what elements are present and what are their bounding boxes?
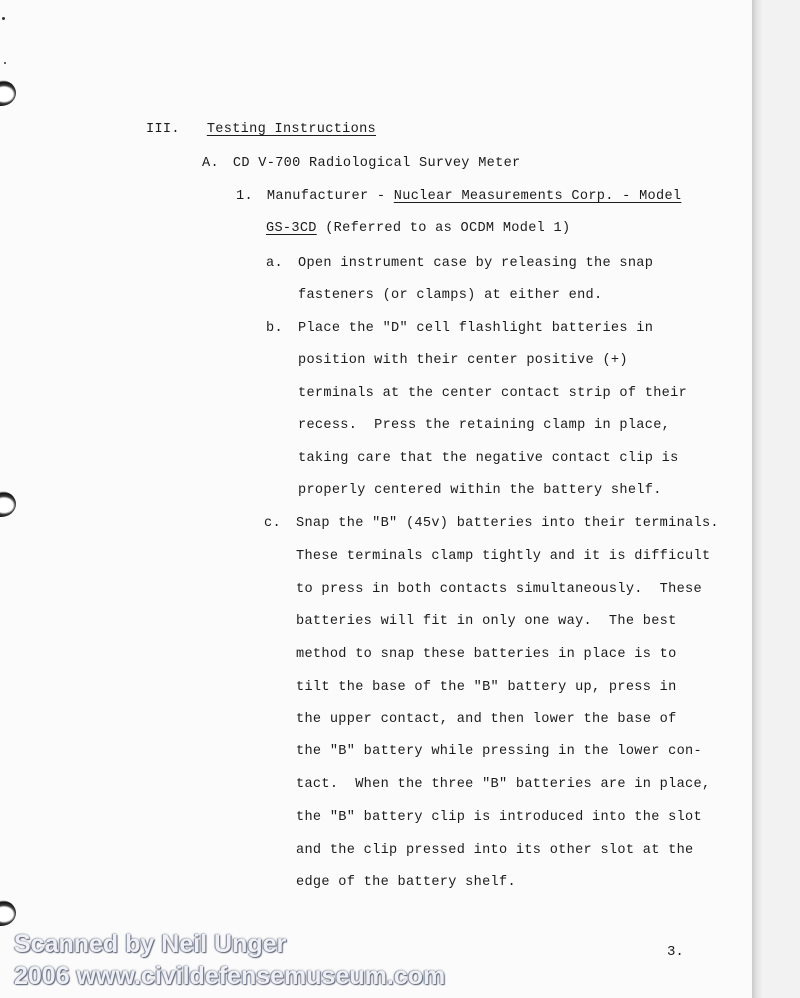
step-c-line: tilt the base of the "B" battery up, press in <box>296 680 677 695</box>
page-number: 3. <box>667 944 684 960</box>
step-a-letter: a. <box>266 256 283 271</box>
binder-hole <box>0 80 16 106</box>
item-1-line-2 <box>266 220 570 238</box>
step-c-line: tact. When the three "B" batteries are in place, <box>296 777 711 792</box>
item-1-line-1 <box>236 188 681 206</box>
scan-speck <box>2 17 5 20</box>
section-title: Testing Instructions <box>206 122 376 137</box>
step-c-line: These terminals clamp tightly and it is difficult <box>296 549 711 564</box>
binder-hole <box>0 491 16 517</box>
item-1-prefix: Manufacturer - <box>266 189 394 204</box>
step-b-line: recess. Press the retaining clamp in place, <box>298 418 671 433</box>
step-b-line: taking care that the negative contact clip is <box>298 451 679 466</box>
manufacturer-name: Nuclear Measurements Corp. - Model <box>393 189 682 204</box>
step-b-line: properly centered within the battery shelf. <box>298 483 662 498</box>
subsection-heading <box>202 155 520 173</box>
step-c-line: to press in both contacts simultaneously. These <box>296 582 702 597</box>
model-number: GS-3CD <box>266 221 317 236</box>
step-c-line: and the clip pressed into its other slot at the <box>296 843 694 858</box>
step-c-letter: c. <box>264 516 281 531</box>
step-c-line: Snap the "B" (45v) batteries into their terminals. <box>296 516 719 531</box>
watermark-line-1: Scanned by Neil Unger <box>14 930 287 958</box>
model-note: (Referred to as OCDM Model 1) <box>316 221 571 236</box>
step-c-line: method to snap these batteries in place is to <box>296 647 677 662</box>
step-c-line: the "B" battery clip is introduced into the slot <box>296 810 702 825</box>
step-b-line: position with their center positive (+) <box>298 353 628 368</box>
page-edge-shadow <box>752 0 764 998</box>
step-c-line: edge of the battery shelf. <box>296 875 516 890</box>
step-a-line: Open instrument case by releasing the snap <box>298 256 654 271</box>
scan-speck <box>4 62 6 64</box>
scanner-backdrop <box>764 0 800 998</box>
section-numeral: III. <box>146 122 180 137</box>
step-a-line: fasteners (or clamps) at either end. <box>298 288 603 303</box>
step-c-line: batteries will fit in only one way. The best <box>296 614 677 629</box>
step-c-line: the upper contact, and then lower the base of <box>296 712 677 727</box>
step-b-line: Place the "D" cell flashlight batteries in <box>298 321 654 336</box>
item-1-number: 1. <box>236 189 253 204</box>
step-b-line: terminals at the center contact strip of their <box>298 386 688 401</box>
binder-hole <box>0 900 16 926</box>
subsection-title: CD V-700 Radiological Survey Meter <box>232 156 521 171</box>
step-c-line: the "B" battery while pressing in the lower con- <box>296 744 702 759</box>
subsection-letter: A. <box>202 156 219 171</box>
watermark-line-2: 2006 www.civildefensemuseum.com <box>14 962 446 990</box>
section-heading <box>146 121 376 139</box>
step-b-letter: b. <box>266 321 283 336</box>
